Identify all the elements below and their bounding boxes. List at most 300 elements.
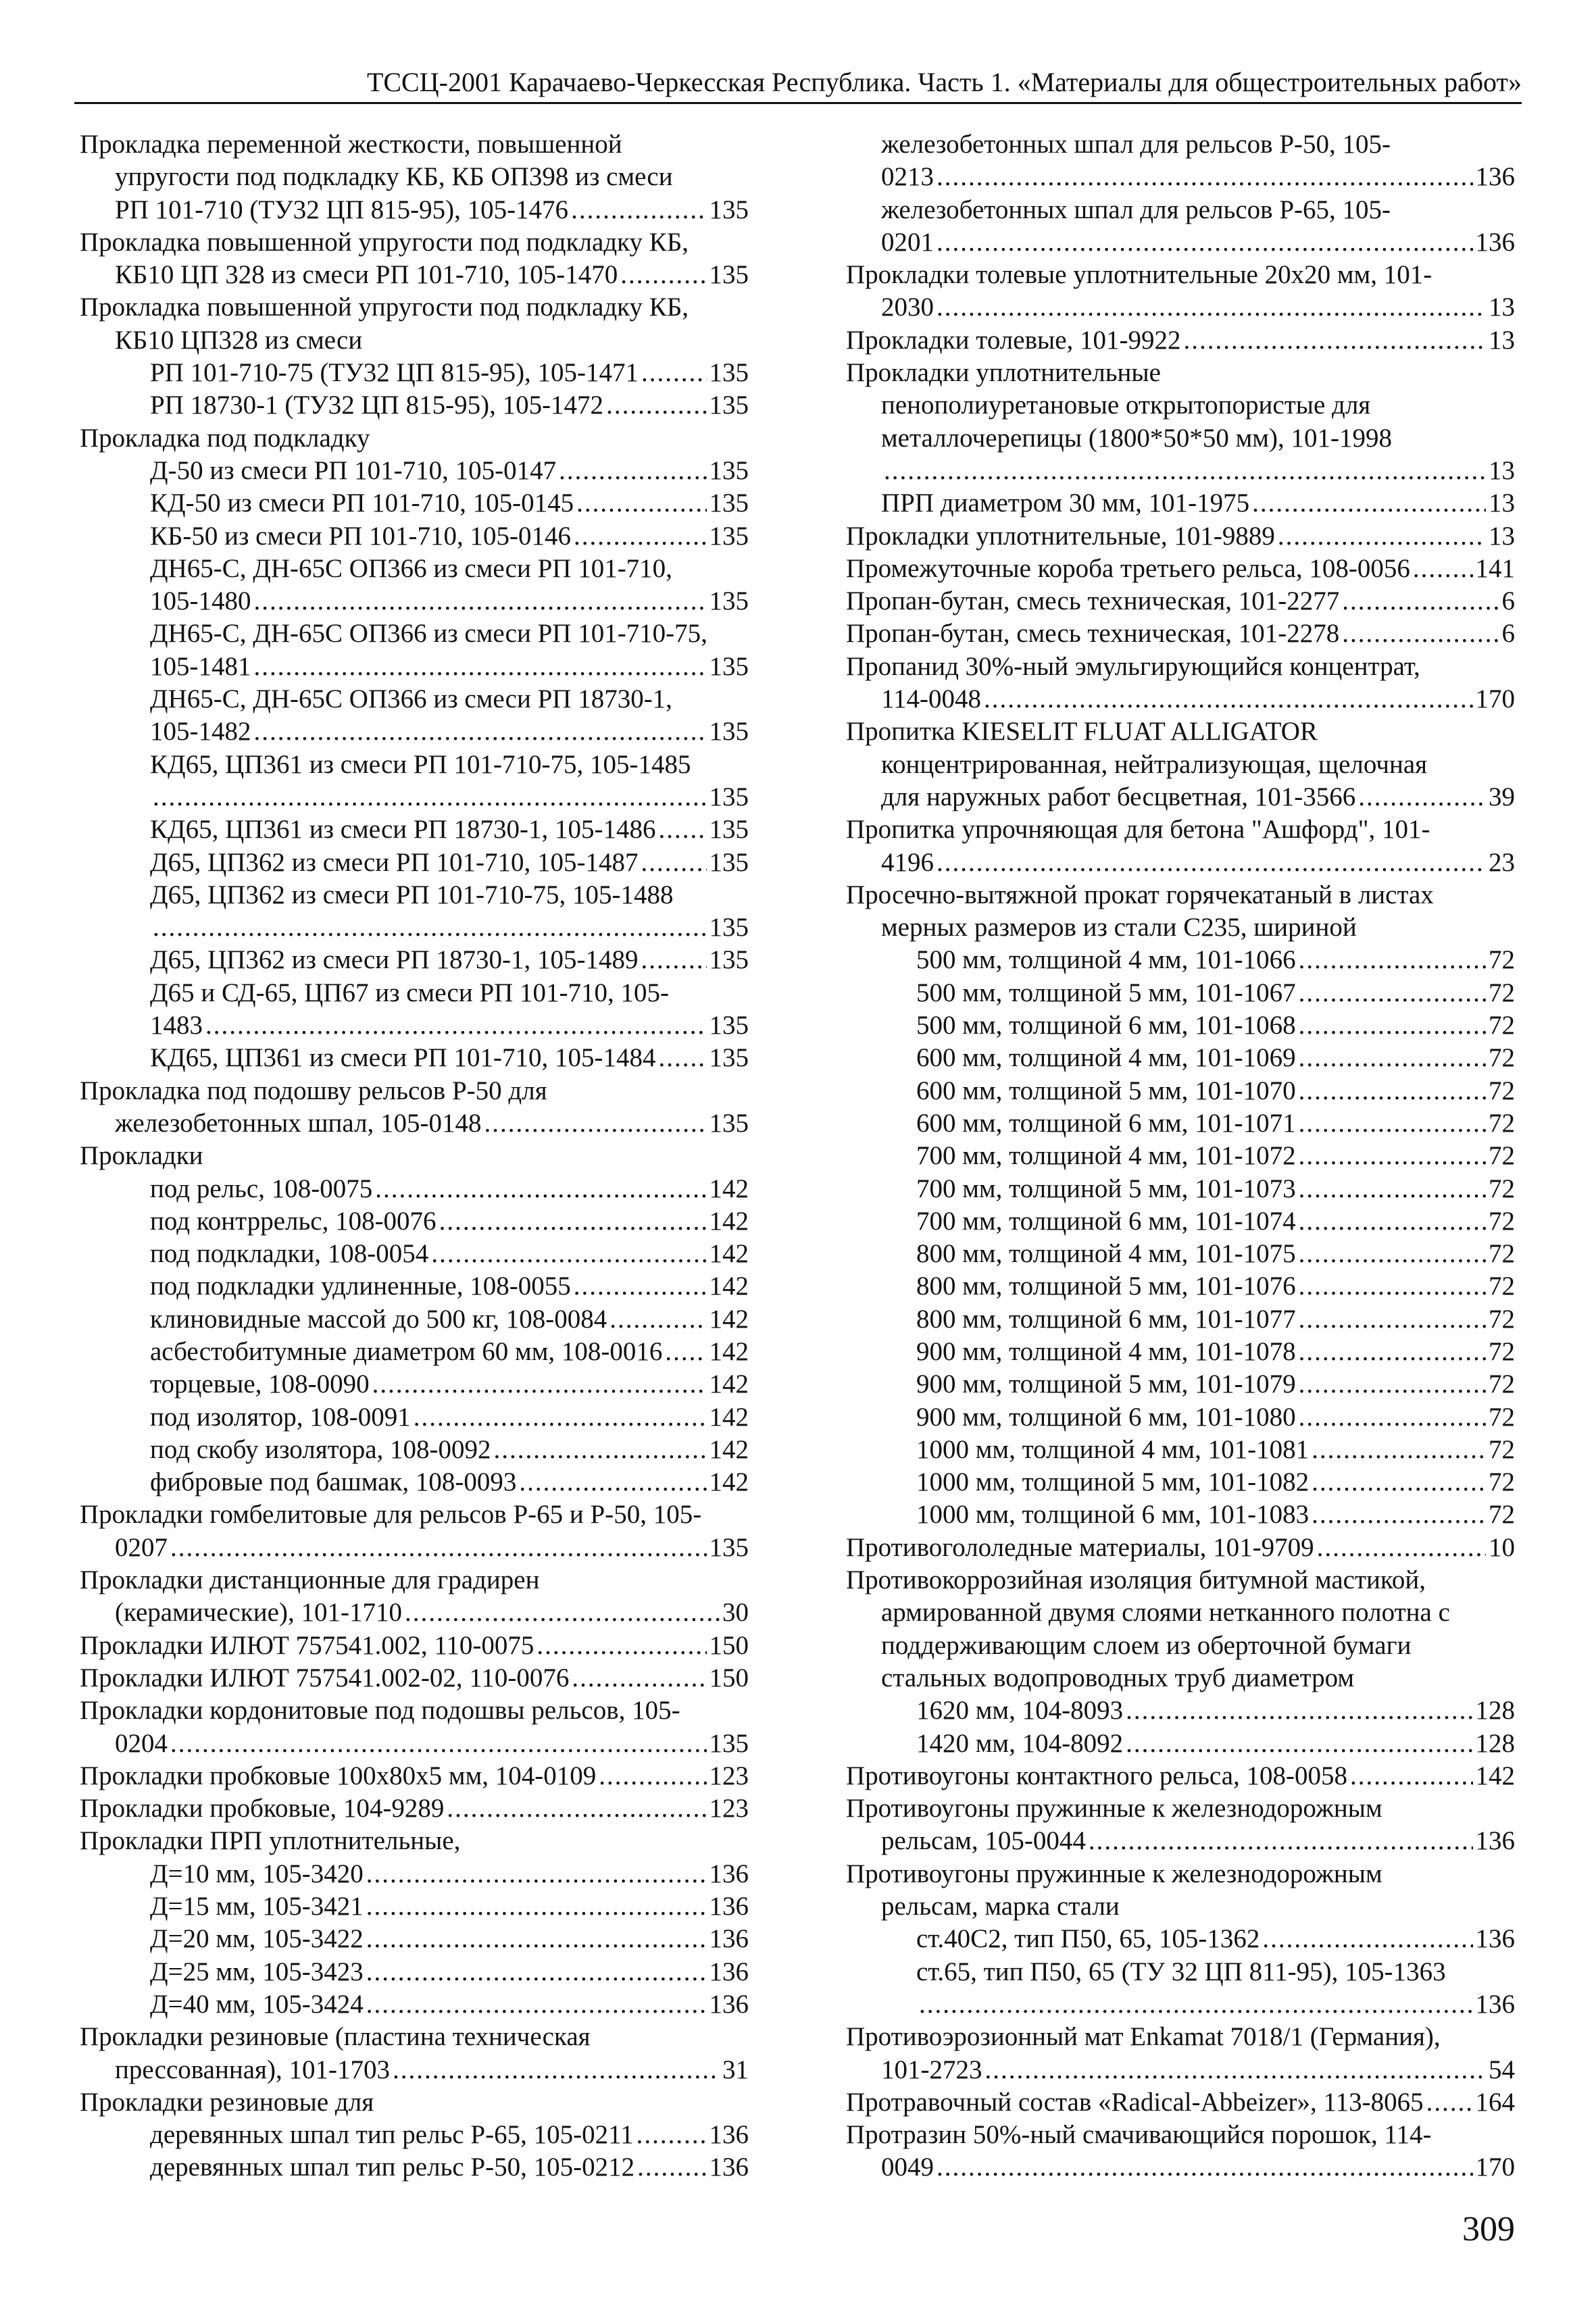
entry-text: железобетонных шпал для рельсов Р-65, 105- <box>881 195 1391 224</box>
entry-text: КД65, ЦП361 из смеси РП 101-710, 105-1484 <box>150 1043 656 1073</box>
index-entry-line <box>846 651 1515 683</box>
entry-page-ref: 142 <box>709 1239 749 1269</box>
index-entry-line <box>846 1630 1515 1662</box>
index-entry-line <box>846 389 1515 422</box>
entry-text: железобетонных шпал для рельсов Р-50, 105- <box>881 130 1391 159</box>
index-entry-line <box>846 324 1515 357</box>
entry-page-ref: 135 <box>709 847 749 877</box>
index-entry-line <box>80 1694 749 1727</box>
entry-page-ref: 142 <box>709 1402 749 1432</box>
index-entry-line <box>80 683 749 715</box>
index-entry-line <box>80 1238 749 1270</box>
dot-leader <box>1278 520 1486 553</box>
dot-leader <box>574 520 707 553</box>
entry-text: ДН65-С, ДН-65С ОП366 из смеси РП 101-710, <box>150 553 672 583</box>
entry-page-ref: 128 <box>1475 1696 1515 1726</box>
entry-text: Д65 и СД-65, ЦП67 из смеси РП 101-710, 105- <box>150 978 670 1007</box>
entry-text: Прокладки толевые уплотнительные 20х20 мм, 101- <box>846 260 1432 290</box>
index-entry-line <box>846 1466 1515 1499</box>
entry-page-ref: 13 <box>1489 521 1515 551</box>
index-entry-line <box>846 1956 1515 1988</box>
index-entry-line <box>846 1434 1515 1466</box>
entry-text: 500 мм, толщиной 4 мм, 101-1066 <box>916 945 1296 975</box>
entry-text: 0207 <box>115 1532 168 1562</box>
entry-text: 114-0048 <box>881 684 982 714</box>
entry-text: Прокладки <box>80 1141 203 1171</box>
index-entry-line <box>846 1303 1515 1336</box>
entry-page-ref: 135 <box>709 391 749 420</box>
entry-text: Противоугоны пружинные к железнодорожным <box>846 1794 1382 1823</box>
dot-leader <box>937 2151 1473 2184</box>
index-entry-line <box>846 2086 1515 2119</box>
entry-page-ref: 31 <box>722 2055 749 2084</box>
index-entry-line <box>846 1042 1515 1074</box>
entry-text: под рельс, 108-0075 <box>150 1174 373 1203</box>
index-entry-line <box>846 1662 1515 1694</box>
entry-text: под подкладки, 108-0054 <box>150 1239 429 1269</box>
index-entry-line <box>846 1825 1515 1857</box>
index-entry-line <box>80 1075 749 1107</box>
dot-leader <box>1299 1303 1486 1336</box>
index-entry-line <box>846 161 1515 193</box>
entry-text: ДН65-С, ДН-65С ОП366 из смеси РП 101-710-75, <box>150 619 707 649</box>
index-entry-line <box>846 879 1515 911</box>
dot-leader <box>637 2151 706 2184</box>
entry-text: Прокладки ПРП уплотнительные, <box>80 1826 461 1856</box>
entry-page-ref: 142 <box>709 1304 749 1334</box>
entry-page-ref: 141 <box>1475 553 1515 583</box>
entry-page-ref: 72 <box>1489 1304 1515 1334</box>
entry-text: 1000 мм, толщиной 6 мм, 101-1083 <box>916 1500 1310 1530</box>
entry-page-ref: 135 <box>709 913 749 942</box>
entry-page-ref: 72 <box>1489 1174 1515 1203</box>
entry-text: для наружных работ бесцветная, 101-3566 <box>881 782 1356 811</box>
entry-text: железобетонных шпал, 105-0148 <box>115 1108 482 1138</box>
entry-text: Прокладки пробковые, 104-9289 <box>80 1794 445 1823</box>
entry-text: Прокладки уплотнительные <box>846 358 1161 388</box>
entry-page-ref: 136 <box>1475 1924 1515 1954</box>
entry-text: РП 101-710-75 (ТУ32 ЦП 815-95), 105-1471 <box>150 358 639 388</box>
dot-leader <box>572 1662 706 1694</box>
entry-text: Протразин 50%-ный смачивающийся порошок, 114- <box>846 2120 1432 2150</box>
entry-text: Противоэрозионный мат Enkamat 7018/1 (Германия), <box>846 2022 1441 2052</box>
index-entry-line <box>846 226 1515 259</box>
index-entry-line <box>846 2119 1515 2151</box>
entry-text: Прокладки дистанционные для градирен <box>80 1565 540 1595</box>
dot-leader <box>1299 1107 1486 1140</box>
index-entry-line <box>80 2086 749 2119</box>
index-entry-line <box>846 1564 1515 1596</box>
index-entry-line <box>80 1173 749 1205</box>
entry-text: под контррельс, 108-0076 <box>150 1206 437 1236</box>
index-entry-line <box>80 422 749 455</box>
dot-leader <box>659 813 707 846</box>
entry-page-ref: 23 <box>1489 847 1515 877</box>
dot-leader <box>609 1303 706 1336</box>
index-entry-line <box>80 1760 749 1792</box>
entry-text: 500 мм, толщиной 5 мм, 101-1067 <box>916 978 1296 1007</box>
running-header: ТССЦ-2001 Карачаево-Черкесская Республика. Часть 1. «Материалы для общестроительных работ» <box>74 66 1522 104</box>
index-entry-line <box>846 749 1515 781</box>
entry-page-ref: 72 <box>1489 1434 1515 1464</box>
entry-text: Противогололедные материалы, 101-9709 <box>846 1532 1314 1562</box>
entry-text: 900 мм, толщиной 4 мм, 101-1078 <box>916 1336 1296 1366</box>
dot-leader <box>1299 944 1486 976</box>
dot-leader <box>1299 1009 1486 1042</box>
index-entry-line <box>80 1988 749 2021</box>
entry-text: Д=15 мм, 105-3421 <box>150 1892 364 1921</box>
entry-text: 700 мм, толщиной 5 мм, 101-1073 <box>916 1174 1296 1203</box>
dot-leader <box>1299 1075 1486 1107</box>
index-entry-line <box>80 1792 749 1825</box>
index-entry-line <box>846 1728 1515 1760</box>
index-entry-line <box>846 422 1515 455</box>
dot-leader <box>1426 2086 1473 2119</box>
index-entry-line <box>846 1205 1515 1238</box>
entry-text: 1420 мм, 104-8092 <box>916 1728 1124 1758</box>
dot-leader <box>1317 1532 1486 1564</box>
index-entry-line <box>846 2054 1515 2086</box>
entry-text: Д=10 мм, 105-3420 <box>150 1859 364 1888</box>
dot-leader <box>937 226 1473 259</box>
entry-text: КБ-50 из смеси РП 101-710, 105-0146 <box>150 521 571 551</box>
dot-leader <box>1299 1238 1486 1270</box>
index-entry-line <box>80 1336 749 1368</box>
entry-text: Д65, ЦП362 из смеси РП 18730-1, 105-1489 <box>150 945 639 975</box>
index-entry-line <box>846 2151 1515 2184</box>
index-entry-line <box>80 1923 749 1955</box>
entry-text: Пропан-бутан, смесь техническая, 101-2278 <box>846 619 1340 649</box>
index-entry-line <box>80 553 749 585</box>
entry-page-ref: 135 <box>709 1011 749 1040</box>
entry-page-ref: 135 <box>709 717 749 747</box>
entry-page-ref: 135 <box>709 521 749 551</box>
index-entry-line <box>80 1009 749 1042</box>
dot-leader <box>254 585 707 618</box>
index-entry-line <box>80 1107 749 1140</box>
dot-leader <box>1358 781 1486 813</box>
index-entry-line <box>846 1140 1515 1172</box>
index-entry-line <box>80 1630 749 1662</box>
entry-page-ref: 135 <box>709 651 749 681</box>
dot-leader <box>1299 1140 1486 1172</box>
entry-text: КД-50 из смеси РП 101-710, 105-0145 <box>150 488 574 518</box>
index-entry-line <box>846 1009 1515 1042</box>
index-entry-line <box>80 128 749 161</box>
index-entry-line <box>80 389 749 422</box>
entry-page-ref: 135 <box>709 195 749 224</box>
page-number: 309 <box>1462 2210 1515 2248</box>
index-entry-line <box>80 585 749 618</box>
entry-text: мерных размеров из стали С235, шириной <box>881 913 1357 942</box>
entry-text: ДН65-С, ДН-65С ОП366 из смеси РП 18730-1, <box>150 684 672 714</box>
index-entry-line <box>80 1564 749 1596</box>
entry-text: КД65, ЦП361 из смеси РП 101-710-75, 105-1485 <box>150 749 691 779</box>
dot-leader <box>637 2119 707 2151</box>
dot-leader <box>1089 1825 1473 1857</box>
entry-text: фибровые под башмак, 108-0093 <box>150 1467 517 1497</box>
dot-leader <box>414 1401 707 1434</box>
dot-leader <box>1126 1728 1472 1760</box>
entry-page-ref: 142 <box>709 1467 749 1497</box>
entry-text: 2030 <box>881 293 934 322</box>
entry-text: деревянных шпал тип рельс Р-50, 105-0212 <box>150 2153 635 2182</box>
entry-text: стальных водопроводных труб диаметром <box>881 1663 1355 1692</box>
index-entry-line <box>80 879 749 911</box>
entry-text: Прокладка под подкладку <box>80 423 370 453</box>
index-entry-line <box>846 553 1515 585</box>
entry-page-ref: 72 <box>1489 1467 1515 1497</box>
index-entry-line <box>80 1890 749 1923</box>
dot-leader <box>1312 1499 1486 1531</box>
index-entry-line <box>846 1499 1515 1531</box>
index-entry-line <box>846 1858 1515 1890</box>
index-entry-line <box>80 324 749 357</box>
entry-text: торцевые, 108-0090 <box>150 1369 370 1399</box>
entry-page-ref: 128 <box>1475 1728 1515 1758</box>
index-entry-line <box>846 585 1515 618</box>
index-entry-line <box>80 1042 749 1074</box>
entry-text: 700 мм, толщиной 6 мм, 101-1074 <box>916 1206 1296 1236</box>
dot-leader <box>985 2054 1487 2086</box>
entry-text: Пропитка упрочняющая для бетона "Ашфорд", 101- <box>846 815 1430 845</box>
index-entry-line <box>80 1434 749 1466</box>
entry-page-ref: 72 <box>1489 1500 1515 1530</box>
dot-leader <box>254 651 707 683</box>
entry-text: 600 мм, толщиной 5 мм, 101-1070 <box>916 1076 1296 1105</box>
entry-text: 1483 <box>150 1011 203 1040</box>
dot-leader <box>366 1956 707 1988</box>
dot-leader <box>484 1107 707 1140</box>
index-entry-line <box>846 847 1515 879</box>
index-entry-line <box>846 977 1515 1009</box>
entry-text: Прокладки ИЛЮТ 757541.002, 110-0075 <box>80 1630 534 1660</box>
entry-page-ref: 170 <box>1475 684 1515 714</box>
index-entry-line <box>80 2119 749 2151</box>
index-entry-line <box>80 226 749 259</box>
entry-page-ref: 142 <box>709 1369 749 1399</box>
entry-page-ref: 72 <box>1489 1369 1515 1399</box>
dot-leader <box>937 161 1473 193</box>
dot-leader <box>1299 1042 1486 1074</box>
dot-leader <box>1413 553 1473 585</box>
entry-text: 900 мм, толщиной 6 мм, 101-1080 <box>916 1402 1296 1432</box>
entry-page-ref: 13 <box>1489 293 1515 322</box>
index-entry-line <box>80 1140 749 1172</box>
entry-page-ref: 123 <box>709 1794 749 1823</box>
entry-text: рельсам, марка стали <box>881 1892 1120 1921</box>
dot-leader <box>153 911 707 944</box>
index-column-right <box>846 128 1515 2184</box>
index-entry-line <box>80 715 749 748</box>
dot-leader <box>254 715 707 748</box>
dot-leader <box>919 1988 1473 2021</box>
index-entry-line <box>80 1858 749 1890</box>
dot-leader <box>170 1532 707 1564</box>
entry-text: ст.40С2, тип П50, 65, 105-1362 <box>916 1924 1260 1954</box>
index-entry-line <box>846 1336 1515 1368</box>
dot-leader <box>366 1858 707 1890</box>
entry-text: 1000 мм, толщиной 5 мм, 101-1082 <box>916 1467 1310 1497</box>
index-entry-line <box>846 1694 1515 1727</box>
entry-page-ref: 142 <box>709 1336 749 1366</box>
entry-page-ref: 72 <box>1489 1402 1515 1432</box>
index-entry-line <box>80 2021 749 2053</box>
entry-text: Пропан-бутан, смесь техническая, 101-2277 <box>846 586 1340 616</box>
dot-leader <box>1299 1336 1486 1368</box>
dot-leader <box>405 1596 720 1629</box>
entry-text: асбестобитумные диаметром 60 мм, 108-0016 <box>150 1336 663 1366</box>
index-entry-line <box>80 1728 749 1760</box>
entry-text: прессованная), 101-1703 <box>115 2055 390 2084</box>
index-entry-line <box>846 1270 1515 1303</box>
entry-text: 600 мм, толщиной 4 мм, 101-1069 <box>916 1043 1296 1073</box>
entry-page-ref: 72 <box>1489 1141 1515 1171</box>
index-entry-line <box>80 618 749 650</box>
entry-text: Прокладки кордонитовые под подошвы рельсов, 105- <box>80 1696 680 1726</box>
entry-page-ref: 72 <box>1489 1108 1515 1138</box>
dot-leader <box>559 455 706 487</box>
entry-page-ref: 135 <box>709 782 749 811</box>
entry-page-ref: 72 <box>1489 945 1515 975</box>
dot-leader <box>1299 1270 1486 1303</box>
entry-page-ref: 6 <box>1501 619 1515 649</box>
entry-text: 600 мм, толщиной 6 мм, 101-1071 <box>916 1108 1296 1138</box>
index-entry-line <box>80 455 749 487</box>
entry-page-ref: 10 <box>1489 1532 1515 1562</box>
dot-leader <box>1312 1466 1486 1499</box>
entry-text: 500 мм, толщиной 6 мм, 101-1068 <box>916 1011 1296 1040</box>
index-entry-line <box>80 1368 749 1401</box>
entry-text: КД65, ЦП361 из смеси РП 18730-1, 105-1486 <box>150 815 656 845</box>
entry-page-ref: 136 <box>709 1859 749 1888</box>
index-entry-line <box>80 259 749 291</box>
dot-leader <box>937 847 1486 879</box>
dot-leader <box>620 259 706 291</box>
index-entry-line <box>80 1596 749 1629</box>
dot-leader <box>1299 1401 1486 1434</box>
index-entry-line <box>80 520 749 553</box>
index-entry-line <box>846 1107 1515 1140</box>
entry-text: 101-2723 <box>881 2055 982 2084</box>
entry-page-ref: 136 <box>1475 162 1515 192</box>
index-entry-line <box>846 194 1515 226</box>
index-entry-line <box>846 2021 1515 2053</box>
entry-text: 1000 мм, толщиной 4 мм, 101-1081 <box>916 1434 1310 1464</box>
entry-page-ref: 135 <box>709 1728 749 1758</box>
entry-page-ref: 13 <box>1489 488 1515 518</box>
index-entry-line <box>80 1956 749 1988</box>
index-entry-line <box>846 1890 1515 1923</box>
entry-text: 1620 мм, 104-8093 <box>916 1696 1124 1726</box>
dot-leader <box>447 1792 706 1825</box>
entry-text: РП 101-710 (ТУ32 ЦП 815-95), 105-1476 <box>115 195 569 224</box>
entry-page-ref: 150 <box>709 1630 749 1660</box>
index-entry-line <box>846 618 1515 650</box>
index-entry-line <box>80 1205 749 1238</box>
entry-text: Пропанид 30%-ный эмульгирующийся концентрат, <box>846 651 1420 681</box>
index-entry-line <box>846 128 1515 161</box>
dot-leader <box>1262 1923 1472 1955</box>
entry-text: 105-1481 <box>150 651 251 681</box>
index-entry-line <box>846 357 1515 389</box>
entry-text: под скобу изолятора, 108-0092 <box>150 1434 491 1464</box>
entry-text: Промежуточные короба третьего рельса, 108-0056 <box>846 553 1410 583</box>
index-entry-line <box>846 813 1515 846</box>
entry-text: 0213 <box>881 162 934 192</box>
entry-text: РП 18730-1 (ТУ32 ЦП 815-95), 105-1472 <box>150 391 604 420</box>
entry-page-ref: 135 <box>709 1043 749 1073</box>
entry-text: металлочерепицы (1800*50*50 мм), 101-1998 <box>881 423 1392 453</box>
entry-text: ПРП диаметром 30 мм, 101-1975 <box>881 488 1250 518</box>
dot-leader <box>937 291 1486 324</box>
entry-page-ref: 72 <box>1489 978 1515 1007</box>
dot-leader <box>170 1728 707 1760</box>
dot-leader <box>659 1042 707 1074</box>
entry-text: Д65, ЦП362 из смеси РП 101-710, 105-1487 <box>150 847 639 877</box>
dot-leader <box>431 1238 706 1270</box>
dot-leader <box>1252 487 1486 520</box>
entry-text: КБ10 ЦП 328 из смеси РП 101-710, 105-1470 <box>115 260 618 290</box>
entry-text: 700 мм, толщиной 4 мм, 101-1072 <box>916 1141 1296 1171</box>
entry-text: Прокладки пробковые 100х80х5 мм, 104-0109 <box>80 1761 597 1790</box>
entry-text: поддерживающим слоем из оберточной бумаги <box>881 1630 1412 1660</box>
entry-text: Противокоррозийная изоляция битумной мастикой, <box>846 1565 1426 1595</box>
entry-text: 105-1482 <box>150 717 251 747</box>
dot-leader <box>1299 1205 1486 1238</box>
index-entry-line <box>80 487 749 520</box>
entry-text: 0204 <box>115 1728 168 1758</box>
entry-text: клиновидные массой до 500 кг, 108-0084 <box>150 1304 607 1334</box>
entry-text: рельсам, 105-0044 <box>881 1826 1086 1856</box>
index-entry-line <box>846 683 1515 715</box>
dot-leader <box>537 1630 706 1662</box>
index-entry-line <box>80 194 749 226</box>
dot-leader <box>1299 1368 1486 1401</box>
index-entry-line <box>846 1173 1515 1205</box>
entry-page-ref: 72 <box>1489 1272 1515 1301</box>
entry-page-ref: 13 <box>1489 455 1515 485</box>
index-entry-line <box>80 651 749 683</box>
dot-leader <box>494 1434 707 1466</box>
dot-leader <box>884 455 1486 487</box>
entry-text: 800 мм, толщиной 5 мм, 101-1076 <box>916 1272 1296 1301</box>
dot-leader <box>1350 1760 1472 1792</box>
entry-text: Прокладки ИЛЮТ 757541.002-02, 110-0076 <box>80 1663 570 1692</box>
dot-leader <box>153 781 707 813</box>
entry-text: 800 мм, толщиной 4 мм, 101-1075 <box>916 1239 1296 1269</box>
index-entry-line <box>80 944 749 976</box>
entry-text: Д65, ЦП362 из смеси РП 101-710-75, 105-1488 <box>150 880 674 909</box>
index-entry-line <box>80 749 749 781</box>
entry-page-ref: 135 <box>709 586 749 616</box>
entry-text: Д-50 из смеси РП 101-710, 105-0147 <box>150 455 557 485</box>
index-entry-line <box>80 1401 749 1434</box>
dot-leader <box>205 1009 707 1042</box>
index-entry-line <box>846 911 1515 944</box>
index-entry-line <box>846 1238 1515 1270</box>
entry-text: Прокладка переменной жесткости, повышенной <box>80 130 622 159</box>
entry-text: 105-1480 <box>150 586 251 616</box>
dot-leader <box>366 1923 707 1955</box>
entry-page-ref: 136 <box>1475 227 1515 257</box>
entry-text: Протравочный состав «Radical-Abbeizer», 113-8065 <box>846 2087 1424 2117</box>
dot-leader <box>606 389 706 422</box>
index-entry-line <box>846 1923 1515 1955</box>
entry-page-ref: 39 <box>1489 782 1515 811</box>
entry-page-ref: 54 <box>1489 2055 1515 2084</box>
entry-text: Пропитка KIESELIT FLUAT ALLIGATOR <box>846 717 1318 747</box>
